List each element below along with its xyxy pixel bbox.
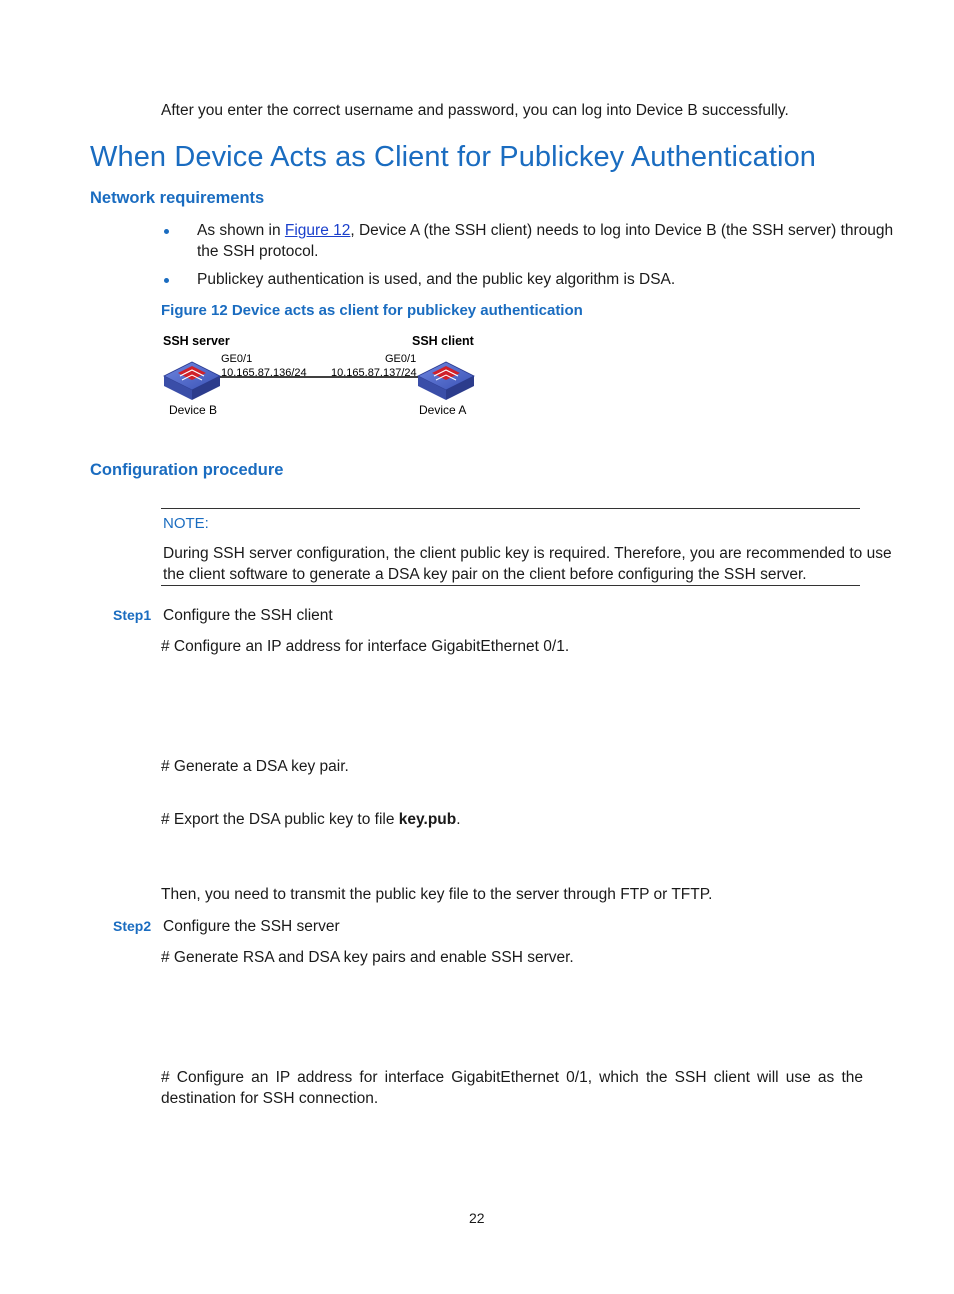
- bullet-2: Publickey authentication is used, and the public key algorithm is DSA.: [197, 271, 676, 288]
- note-label: NOTE:: [163, 515, 209, 532]
- step-2-comment-ip-line-2: destination for SSH connection.: [161, 1090, 379, 1107]
- step-1-comment-export: [161, 809, 461, 830]
- page-number: 22: [469, 1210, 485, 1226]
- network-requirements-heading: Network requirements: [90, 189, 265, 207]
- server-interface-label: GE0/1: [221, 353, 253, 365]
- client-interface-label: GE0/1: [385, 353, 417, 365]
- intro-paragraph: After you enter the correct username and password, you can log into Device B successfully.: [161, 102, 789, 119]
- note-text-line-2: the client software to generate a DSA key pair on the client before configuring the SSH server.: [163, 566, 807, 583]
- server-ip-label: 10.165.87.136/24: [221, 367, 307, 379]
- step-2-label: Step2: [113, 918, 152, 934]
- step-2-text: Configure the SSH server: [163, 918, 340, 935]
- note-text-line-1: During SSH server configuration, the client public key is required. Therefore, you are recommended to use: [163, 545, 892, 562]
- bullet-1-line-1: [197, 220, 893, 241]
- client-role-label: SSH client: [412, 334, 474, 348]
- bullet-icon: [164, 229, 169, 234]
- figure-caption: Figure 12 Device acts as client for publickey authentication: [161, 302, 583, 319]
- client-ip-label: 10.165.87.137/24: [331, 367, 417, 379]
- switch-icon: [164, 362, 220, 400]
- step-2-comment-ip-line-1: # Configure an IP address for interface GigabitEthernet 0/1, which the SSH client will use as the: [161, 1069, 863, 1086]
- bullet-1-pre: As shown in: [197, 222, 285, 239]
- note-bottom-rule: [161, 585, 860, 586]
- server-role-label: SSH server: [163, 334, 230, 348]
- step-1-comment-keypair: # Generate a DSA key pair.: [161, 758, 349, 775]
- network-diagram: [155, 328, 495, 424]
- bullet-1-line-2: the SSH protocol.: [197, 243, 319, 260]
- section-title: When Device Acts as Client for Publickey Authentication: [90, 141, 817, 173]
- export-filename: key.pub: [398, 811, 457, 828]
- bullet-icon: [164, 278, 169, 283]
- step-1-label: Step1: [113, 607, 152, 623]
- figure-12-link[interactable]: Figure 12: [284, 222, 351, 239]
- step-1-text: Configure the SSH client: [163, 607, 333, 624]
- export-post: .: [456, 811, 461, 828]
- note-top-rule: [161, 508, 860, 509]
- step-2-comment-keys: # Generate RSA and DSA key pairs and enable SSH server.: [161, 949, 574, 966]
- step-1-transfer-text: Then, you need to transmit the public key file to the server through FTP or TFTP.: [161, 886, 713, 903]
- server-device-label: Device B: [169, 403, 218, 417]
- export-pre: # Export the DSA public key to file: [161, 811, 399, 828]
- configuration-procedure-heading: Configuration procedure: [90, 461, 284, 479]
- step-1-comment-ip: # Configure an IP address for interface GigabitEthernet 0/1.: [161, 638, 570, 655]
- bullet-1-post: , Device A (the SSH client) needs to log into Device B (the SSH server) through: [350, 222, 894, 239]
- client-device-label: Device A: [419, 403, 467, 417]
- switch-icon: [418, 362, 474, 400]
